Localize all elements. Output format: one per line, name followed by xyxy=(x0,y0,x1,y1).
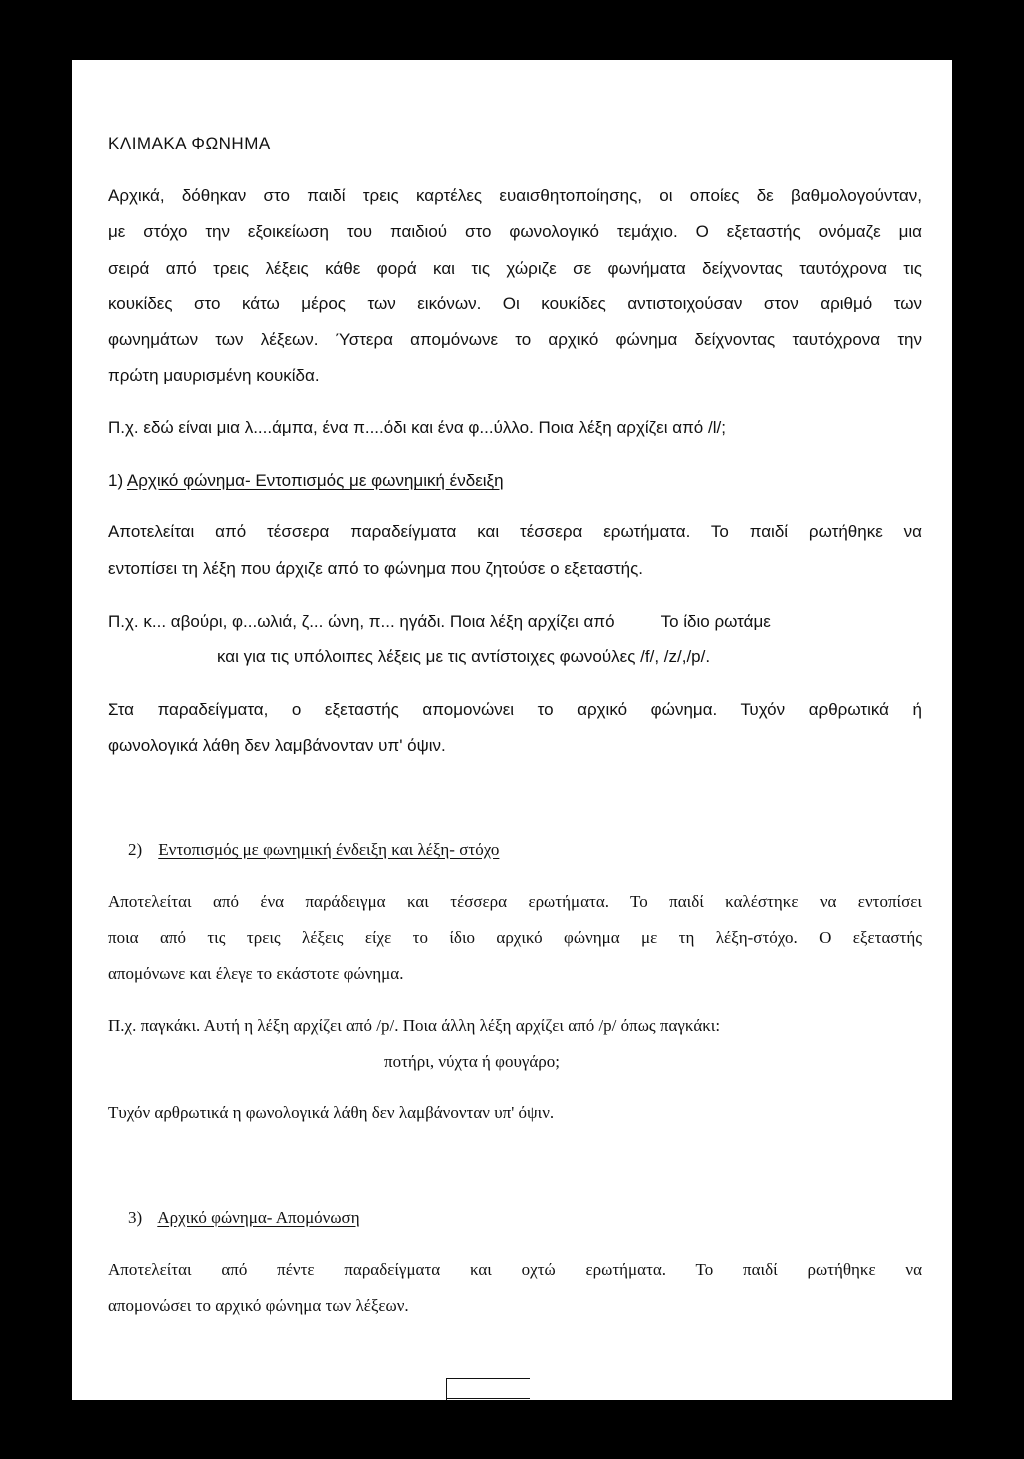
intro-line-1: Αρχικά, δόθηκαν στο παιδί τρεις καρτέλες ευαισθητοποίησης, οι οποίες δε βαθμολογούνταν, xyxy=(108,186,922,205)
section3-line-2: απομονώσει το αρχικό φώνημα των λέξεων. xyxy=(108,1296,409,1315)
section2-line-2: ποια από τις τρεις λέξεις είχε το ίδιο αρχικό φώνημα με τη λέξη-στόχο. Ο εξεταστής xyxy=(108,928,922,947)
section1-line-1: Αποτελείται από τέσσερα παραδείγματα και τέσσερα ερωτήματα. Το παιδί ρωτήθηκε να xyxy=(108,522,922,541)
intro-line-4: κουκίδες στο κάτω μέρος των εικόνων. Οι κουκίδες αντιστοιχούσαν στον αριθμό των xyxy=(108,294,922,313)
intro-line-5: φωνημάτων των λέξεων. Ύστερα απομόνωνε το αρχικό φώνημα δείχνοντας ταυτόχρονα την xyxy=(108,330,922,349)
section1-note-2: φωνολογικά λάθη δεν λαμβάνονταν υπ' όψιν. xyxy=(108,736,446,755)
section1-example-row xyxy=(108,611,922,633)
section2-heading-row xyxy=(128,839,942,861)
section1-heading-row xyxy=(108,470,922,492)
section2-heading: Εντοπισμός με φωνημική ένδειξη και λέξη- στόχο xyxy=(158,840,500,859)
section2-example-a: Π.χ. παγκάκι. Αυτή η λέξη αρχίζει από /p/. Ποια άλλη λέξη αρχίζει από /p/ όπως παγκάκι: xyxy=(108,1016,721,1035)
section3-number: 3) xyxy=(128,1208,143,1227)
section2-note: Τυχόν αρθρωτικά η φωνολογικά λάθη δεν λαμβάνονταν υπ' όψιν. xyxy=(108,1103,555,1122)
intro-line-2: με στόχο την εξοικείωση του παιδιού στο φωνολογικό τεμάχιο. Ο εξεταστής ονόμαζε μια xyxy=(108,222,922,241)
section1-number: 1) xyxy=(108,471,124,490)
section1-example-b: Το ίδιο ρωτάμε xyxy=(660,612,771,631)
document-page xyxy=(72,60,952,1400)
section2-line-3: απομόνωνε και έλεγε το εκάστοτε φώνημα. xyxy=(108,964,404,983)
section2-number: 2) xyxy=(128,840,143,859)
section1-example-a: Π.χ. κ... αβούρι, φ...ωλιά, ζ... ώνη, π... ηγάδι. Ποια λέξη αρχίζει από xyxy=(108,612,615,631)
document-title: ΚΛΙΜΑΚΑ ΦΩΝΗΜΑ xyxy=(108,134,271,153)
intro-line-6: πρώτη μαυρισμένη κουκίδα. xyxy=(108,366,320,385)
section2-example-b: ποτήρι, νύχτα ή φουγάρο; xyxy=(384,1052,560,1071)
section1-heading: Αρχικό φώνημα- Εντοπισμός με φωνημική ένδειξη xyxy=(126,471,504,490)
section1-example-c: και για τις υπόλοιπες λέξεις με τις αντίστοιχες φωνούλες /f/, /z/,/p/. xyxy=(217,647,711,666)
page-footer-mark xyxy=(446,1376,530,1400)
section1-note-1: Στα παραδείγματα, ο εξεταστής απομονώνει το αρχικό φώνημα. Τυχόν αρθρωτικά ή xyxy=(108,700,922,719)
section3-line-1: Αποτελείται από πέντε παραδείγματα και οχτώ ερωτήματα. Το παιδί ρωτήθηκε να xyxy=(108,1260,922,1279)
section3-heading-row xyxy=(128,1207,942,1229)
intro-example: Π.χ. εδώ είναι μια λ....άμπα, ένα π....όδι και ένα φ...ύλλο. Ποια λέξη αρχίζει από /l/; xyxy=(108,418,726,437)
section2-line-1: Αποτελείται από ένα παράδειγμα και τέσσερα ερωτήματα. Το παιδί καλέστηκε να εντοπίσει xyxy=(108,892,922,911)
section3-heading: Αρχικό φώνημα- Απομόνωση xyxy=(157,1208,360,1227)
section1-line-2: εντοπίσει τη λέξη που άρχιζε από το φώνημα που ζητούσε ο εξεταστής. xyxy=(108,559,644,578)
intro-line-3: σειρά από τρεις λέξεις κάθε φορά και τις χώριζε σε φωνήματα δείχνοντας ταυτόχρονα τις xyxy=(108,259,922,278)
